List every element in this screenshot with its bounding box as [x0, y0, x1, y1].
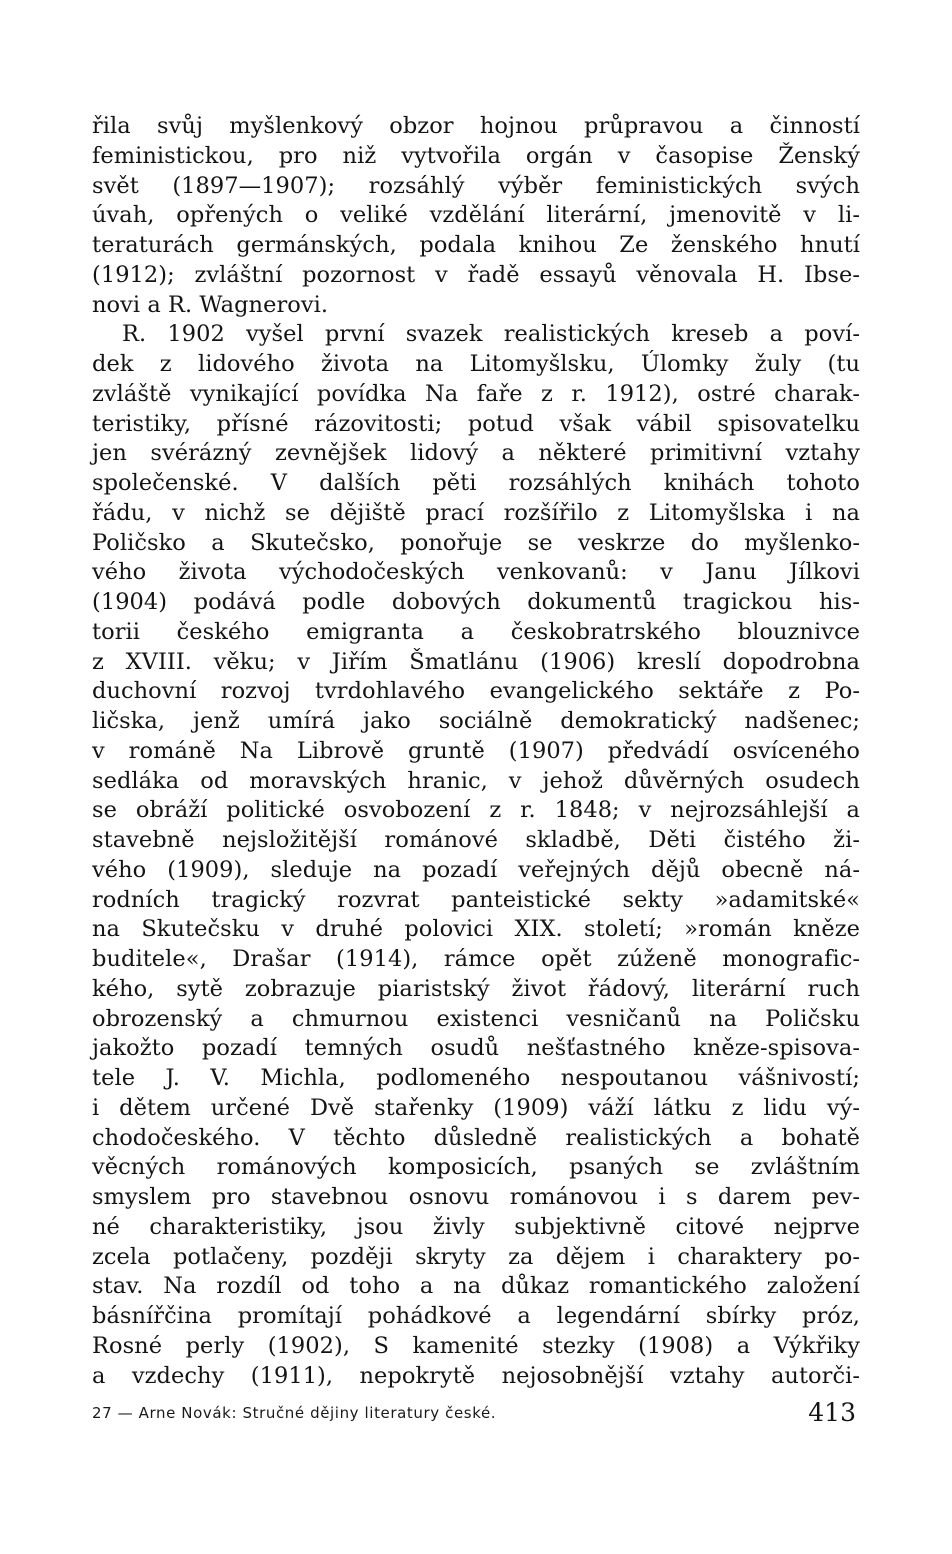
- text-line: teraturách germánských, podala knihou Ze ženského hnutí: [92, 232, 860, 258]
- page-body-text: [92, 112, 860, 1391]
- text-line: jakožto pozadí temných osudů nešťastného kněze-spisova-: [92, 1035, 860, 1062]
- text-line: feministickou, pro niž vytvořila orgán v časopise Ženský: [92, 142, 860, 169]
- text-line: buditele«, Drašar (1914), rámce opět zúženě monografic-: [92, 946, 860, 972]
- text-line: chodočeského. V těchto důsledně realistických a bohatě: [92, 1124, 860, 1151]
- text-line: z XVIII. věku; v Jiřím Šmatlánu (1906) kreslí dopodrobna: [92, 648, 860, 675]
- text-line: vého (1909), sleduje na pozadí veřejných dějů obecně ná-: [92, 856, 860, 883]
- text-line: teristiky, přísné rázovitosti; potud však vábil spisovatelku: [92, 410, 860, 437]
- text-line: ličska, jenž umírá jako sociálně demokratický nadšenec;: [92, 708, 860, 734]
- text-line: svět (1897—1907); rozsáhlý výběr feministických svých: [92, 172, 860, 199]
- text-line: věcných románových komposicích, psaných se zvláštním: [92, 1154, 860, 1181]
- text-line: zcela potlačeny, později skryty za dějem i charaktery po-: [92, 1243, 860, 1270]
- text-line: básnířčina promítají pohádkové a legendární sbírky próz,: [92, 1303, 860, 1329]
- text-line: úvah, opřených o veliké vzdělání literární, jmenovitě v li-: [92, 202, 860, 229]
- text-line: stavebně nejsložitější románové skladbě, Děti čistého ži-: [92, 827, 860, 853]
- text-line: vého života východočeských venkovanů: v Janu Jílkovi: [92, 559, 860, 586]
- text-line: dek z lidového života na Litomyšlsku, Úlomky žuly (tu: [92, 351, 860, 377]
- text-line: (1904) podává podle dobových dokumentů tragickou his-: [92, 589, 860, 615]
- text-line: né charakteristiky, jsou živly subjektivně citové nejprve: [92, 1213, 860, 1240]
- text-line: na Skutečsku v druhé polovici XIX. století; »román kněze: [92, 916, 860, 943]
- text-line: R. 1902 vyšel první svazek realistických kreseb a poví-: [122, 321, 860, 348]
- text-line: zvláště vynikající povídka Na faře z r. 1912), ostré charak-: [92, 380, 860, 407]
- text-line: a vzdechy (1911), nepokrytě nejosobnější vztahy autorči-: [92, 1362, 860, 1389]
- text-line: společenské. V dalších pěti rozsáhlých knihách tohoto: [92, 470, 860, 496]
- text-line: i dětem určené Dvě stařenky (1909) váží látku z lidu vý-: [92, 1094, 860, 1121]
- page-number: 413: [808, 1398, 856, 1427]
- text-line: smyslem pro stavebnou osnovu románovou i s darem pev-: [92, 1184, 860, 1210]
- text-line: se obráží politické osvobození z r. 1848; v nejrozsáhlejší a: [92, 797, 860, 824]
- text-line: novi a R. Wagnerovi.: [92, 291, 329, 318]
- text-line: sedláka od moravských hranic, v jehož důvěrných osudech: [92, 767, 860, 794]
- text-line: duchovní rozvoj tvrdohlavého evangelického sektáře z Po-: [92, 678, 860, 705]
- text-line: jen svérázný zevnějšek lidový a některé primitivní vztahy: [92, 440, 860, 467]
- text-line: (1912); zvláštní pozornost v řadě essayů věnovala H. Ibse-: [92, 261, 860, 288]
- page-footer: [92, 1398, 860, 1432]
- text-line: tele J. V. Michla, podlomeného nespoutanou vášnivostí;: [92, 1065, 860, 1091]
- text-line: rodních tragický rozvrat panteistické sekty »adamitské«: [92, 886, 860, 913]
- text-line: obrozenský a chmurnou existenci vesničanů na Poličsku: [92, 1005, 860, 1032]
- text-line: kého, sytě zobrazuje piaristský život řádový, literární ruch: [92, 975, 860, 1002]
- signature-mark: 27 — Arne Novák: Stručné dějiny literatury české.: [92, 1404, 497, 1422]
- text-line: torii českého emigranta a českobratrského blouznivce: [92, 618, 860, 645]
- text-line: řádu, v nichž se dějiště prací rozšířilo z Litomyšlska i na: [92, 499, 860, 526]
- text-line: řila svůj myšlenkový obzor hojnou průpravou a činností: [92, 113, 860, 139]
- text-line: stav. Na rozdíl od toho a na důkaz romantického založení: [92, 1273, 860, 1300]
- text-line: Poličsko a Skutečsko, ponořuje se veskrze do myšlenko-: [92, 529, 860, 556]
- text-line: v románě Na Librově gruntě (1907) předvádí osvíceného: [92, 737, 860, 764]
- text-line: Rosné perly (1902), S kamenité stezky (1908) a Výkřiky: [92, 1332, 860, 1359]
